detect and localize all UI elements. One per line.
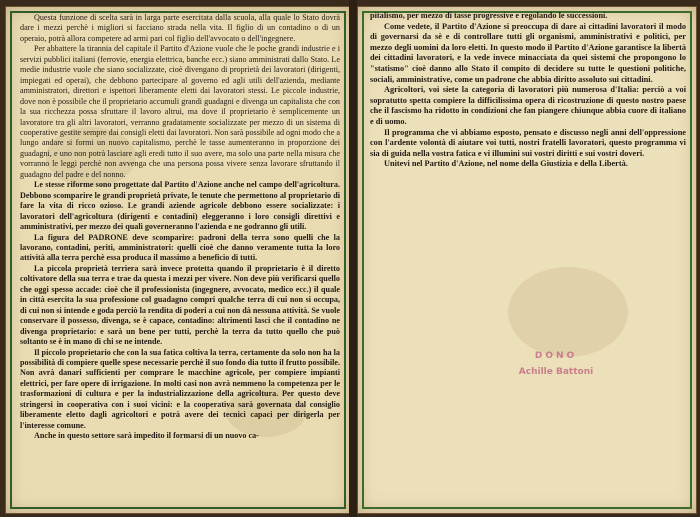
right-page-text: [370, 11, 686, 170]
left-page-text: [20, 13, 340, 442]
paragraph: Anche in questo settore sarà impedito il formarsi di un nuovo ca-: [34, 431, 259, 441]
right-page: [357, 6, 697, 514]
left-page: [5, 6, 351, 514]
paragraph: Agricoltori, voi siete la categoria di lavoratori più numerosa d'Italia: perciò a voi sopratutto spetta compiere la difficilissima opera di ricostruzione di questo nostro paese che il fascismo ha ridotto in condizioni che fan piangere chiunque abbia cuore di italiano e di uomo.: [370, 85, 686, 126]
paragraph: Il programma che vi abbiamo esposto, pensato e discusso negli anni dell'oppressione con l'ardente volontà di aiutare voi tutti, nostri fratelli lavoratori, questo programma vi sia di guida nella vostra fatica e vi illumini sui vostri diritti e sui vostri doveri.: [370, 127, 686, 158]
paragraph: La piccola proprietà terriera sarà invece protetta quando il proprietario è il diretto coltivatore della sua terra e trae da questa i mezzi per vivere. Non deve più verificarsi quello che oggi spesso accade: cioè che il professionista (ingegnere, avvocato, medico ecc.) il quale in città esercita la sua professione col guadagno compri qualche terra di cui non si occupa, di cui non si intende e goda perciò la rendita di poderi a cui non dà nessuna attività. Se vuole conservare il possesso, divenga, se è capace, contadino: altrimenti lasci che il contadino ne divenga proprietario: e sarà un bene per tutti, perchè la terra da tutto quello che può soltanto se è in mano di chi se ne intende.: [20, 263, 340, 347]
paragraph: Per abbattere la tirannia del capitale il Partito d'Azione vuole che le poche grandi industrie e i servizi pubblici italiani (ferrovie, energia elettrica, banche ecc.) siano amministrati dallo Stato. Le medie industrie vuole che siano socializzate, cioè divengano di proprietà dei lavoratori (dirigenti, impiegati ed operai), che debbono partecipare al governo ed agli utili dell'azienda, mediante amministratori, direttori e ispettori liberamente eletti dai lavoratori stessi. Le piccole industrie, dove non è possibile che il proprietario accumuli grandi guadagni e divenga un capitalista che con la sua ricchezza possa sfruttare il lavoro altrui, ma dove il proprietario è semplicemente un lavoratore tra gli altri lavoratori, verranno gradatamente socializzate per mezzo di un sistema di cooperative gestite sempre dai consigli eletti dai lavoratori. Non sarà possibile ad ogni modo che a lungo andare si formi un nuovo capitalismo, perchè le tasse aumenteranno in proporzione dei guadagni, e uno non potrà lasciare agli eredi tutto il suo avere, ma solo una parte nella misura che vorranno le leggi perchè non avvenga che una persona possa vivere senza lavorare sfruttando il guadagno del padre e del nonno.: [20, 44, 340, 179]
paper-stain: [508, 267, 628, 357]
paragraph: Questa funzione di scelta sarà in larga parte esercitata dalla scuola, alla quale lo Stato dovrà dare i mezzi perchè i migliori si facciano strada nella vita. Il figlio di un contadino o di un operaio, potrà allora competere ad armi pari col figlio dell'avvocato o dell'ingegnere.: [20, 13, 340, 43]
paragraph: Il piccolo proprietario che con la sua fatica coltiva la terra, certamente da solo non ha la possibilità di compiere quelle spese necessarie perchè il suo fondo dia tutto il frutto possibile. Non avrà danari sufficienti per comprare le macchine agricole, per compiere impianti elettrici, per fare opere di irrigazione. In molti casi non avrà nemmeno la competenza per le trasformazioni di cultura e per la industrializzazione della agricoltura. Per questo deve stringersi in cooperativa con i suoi vicini: e la cooperativa sarà governata dal consiglio liberamente eletto dagli agricoltori e potrà avere dei tecnici capaci per dirigerla per l'interesse comune.: [20, 347, 340, 430]
paragraph: La figura del PADRONE deve scomparire: padroni della terra sono quelli che la lavorano, contadini, periti, amministratori: quelli cioè che danno veramente tutta la loro attività alla terra perchè essa produca il massimo a beneficio di tutti.: [20, 232, 340, 263]
paragraph: Unitevi nel Partito d'Azione, nel nome della Giustizia e della Libertà.: [384, 159, 628, 169]
page-gutter: [349, 0, 357, 517]
stamp-title: DONO: [534, 351, 578, 361]
stamp-name: Achille Battoni: [518, 367, 594, 377]
paragraph: pitalismo, per mezzo di tasse progressive e regolando le successioni.: [370, 11, 608, 20]
paragraph: Come vedete, il Partito d'Azione si preoccupa di dare ai cittadini lavoratori il modo di governarsi da sè e di controllare tutti gli organismi, amministrativi e politici, per mezzo degli uomini da loro eletti. In questo modo il Partito d'Azione garantisce la libertà dei cittadini lavoratori, e la vede invece minacciata da quei sistemi che propongono lo "statismo" cioè danno allo Stato il compito di decidere su tutte le questioni politiche, sociali, amministrative, come un padrone che abbia diritto assoluto sui cittadini.: [370, 21, 686, 84]
paragraph: Le stesse riforme sono progettate dal Partito d'Azione anche nel campo dell'agricoltura. Debbono scomparire le grandi proprietà private, le tenute che permettono al proprietario di fare la vita di ricco ozioso. Le grandi aziende agricole debbono essere socializzate: i lavoratori dell'agricoltura (dirigenti e contadini) eleggeranno i loro consigli direttivi e amministrativi, per mezzo dei quali governeranno l'azienda e ne godranno gli utili.: [20, 180, 340, 232]
donation-stamp: [494, 351, 618, 401]
